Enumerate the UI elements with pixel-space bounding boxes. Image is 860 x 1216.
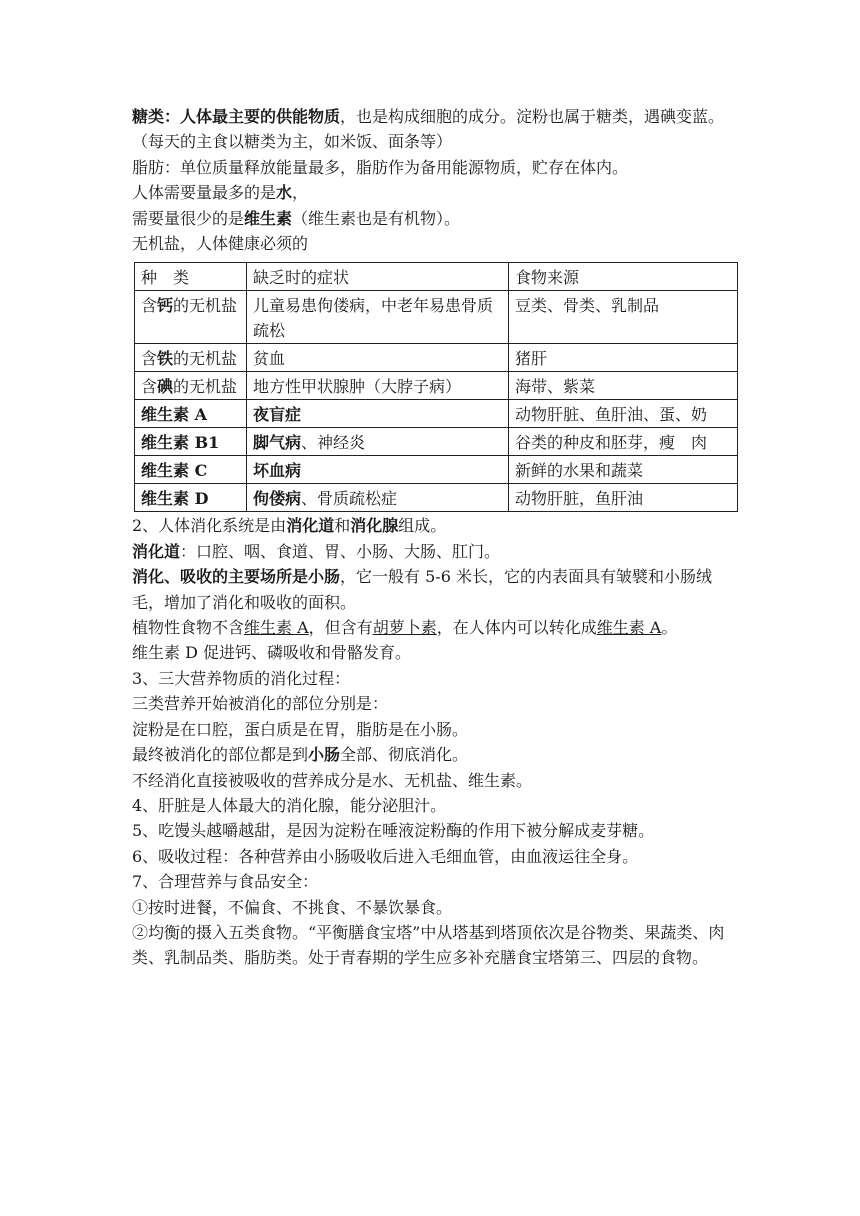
symptom-cell: 地方性甲状腺肿（大脖子病）	[247, 372, 509, 400]
source-cell: 豆类、骨类、乳制品	[509, 291, 738, 344]
source-cell: 动物肝脏，鱼肝油	[509, 484, 738, 512]
table-row	[135, 484, 738, 512]
source-cell: 新鲜的水果和蔬菜	[509, 456, 738, 484]
mineral-paragraph: 无机盐，人体健康必须的	[132, 234, 309, 254]
symptom-cell: 佝偻病、骨质疏松症	[247, 484, 509, 512]
sugar-paragraph	[132, 104, 742, 155]
kind-cell: 含铁的无机盐	[135, 344, 247, 372]
sugar-text: ，也是构成细胞的成分。淀粉也属于糖类，遇碘变蓝。（每天的主食以糖类为主，如米饭、面条等）	[132, 107, 725, 152]
source-cell: 动物肝脏、鱼肝油、蛋、奶	[509, 400, 738, 428]
water-keyword: 水	[276, 183, 293, 203]
carotene-paragraph: 植物性食物不含维生素 A，但含有胡萝卜素，在人体内可以转化成维生素 A。	[132, 618, 678, 638]
water-paragraph: 人体需要量最多的是水，	[132, 183, 309, 203]
source-cell: 谷类的种皮和胚芽，瘦 肉	[509, 428, 738, 456]
table-header-row	[135, 263, 738, 291]
kind-cell: 含碘的无机盐	[135, 372, 247, 400]
kind-cell: 维生素 C	[135, 456, 247, 484]
digestion-start-paragraph: 三类营养开始被消化的部位分别是：	[132, 694, 389, 714]
table-row	[135, 291, 738, 344]
document-page	[132, 104, 742, 971]
header-source: 食物来源	[509, 263, 738, 291]
symptom-cell: 脚气病、神经炎	[247, 428, 509, 456]
kind-cell: 维生素 D	[135, 484, 247, 512]
digestion-sites-paragraph: 淀粉是在口腔，蛋白质是在胃，脂肪是在小肠。	[132, 719, 469, 739]
saliva-paragraph: 5、吃馒头越嚼越甜，是因为淀粉在唾液淀粉酶的作用下被分解成麦芽糖。	[132, 821, 655, 841]
vitamin-paragraph: 需要量很少的是维生素（维生素也是有机物）。	[132, 208, 461, 228]
liver-paragraph: 4、肝脏是人体最大的消化腺，能分泌胆汁。	[132, 795, 447, 815]
section-7-title: 7、合理营养与食品安全：	[132, 872, 319, 892]
kind-cell: 含钙的无机盐	[135, 291, 247, 344]
header-symptom: 缺乏时的症状	[247, 263, 509, 291]
symptom-cell: 夜盲症	[247, 400, 509, 428]
small-intestine-paragraph: 消化、吸收的主要场所是小肠，它一般有 5-6 米长，它的内表面具有皱襞和小肠绒毛，增加了消化和吸收的面积。	[132, 567, 712, 612]
symptom-cell: 贫血	[247, 344, 509, 372]
table-row	[135, 372, 738, 400]
direct-absorption-paragraph: 不经消化直接被吸收的营养成分是水、无机盐、维生素。	[132, 770, 533, 790]
sugar-title: 糖类：人体最主要的供能物质	[132, 107, 341, 126]
absorption-paragraph: 6、吸收过程：各种营养由小肠吸收后进入毛细血管，由血液运往全身。	[132, 846, 639, 866]
source-cell: 猪肝	[509, 344, 738, 372]
fat-paragraph: 脂肪：单位质量释放能量最多，脂肪作为备用能源物质，贮存在体内。	[132, 157, 629, 177]
symptom-cell: 儿童易患佝偻病，中老年易患骨质疏松	[247, 291, 509, 344]
source-cell: 海带、紫菜	[509, 372, 738, 400]
final-digestion-paragraph: 最终被消化的部位都是到小肠全部、彻底消化。	[132, 745, 469, 765]
digestive-system-paragraph: 2、人体消化系统是由消化道和消化腺组成。	[132, 516, 447, 536]
table-row	[135, 428, 738, 456]
meal-rule-paragraph: ①按时进餐，不偏食、不挑食、不暴饮暴食。	[132, 897, 453, 917]
table-row	[135, 400, 738, 428]
vitamin-keyword: 维生素	[244, 208, 293, 228]
nutrient-table	[134, 262, 738, 512]
kind-cell: 维生素 B1	[135, 428, 247, 456]
food-pyramid-paragraph: ②均衡的摄入五类食物。“平衡膳食宝塔”中从塔基到塔顶依次是谷物类、果蔬类、肉类、乳制品类、脂肪类。处于青春期的学生应多补充膳食宝塔第三、四层的食物。	[132, 922, 725, 968]
kind-cell: 维生素 A	[135, 400, 247, 428]
vitamin-d-paragraph: 维生素 D 促进钙、磷吸收和骨骼发育。	[132, 643, 412, 663]
digestive-tract-paragraph: 消化道：口腔、咽、食道、胃、小肠、大肠、肛门。	[132, 541, 501, 561]
table-row	[135, 344, 738, 372]
symptom-cell: 坏血病	[247, 456, 509, 484]
table-row	[135, 456, 738, 484]
section-3-title: 3、三大营养物质的消化过程：	[132, 668, 351, 688]
header-kind: 种 类	[135, 263, 247, 291]
